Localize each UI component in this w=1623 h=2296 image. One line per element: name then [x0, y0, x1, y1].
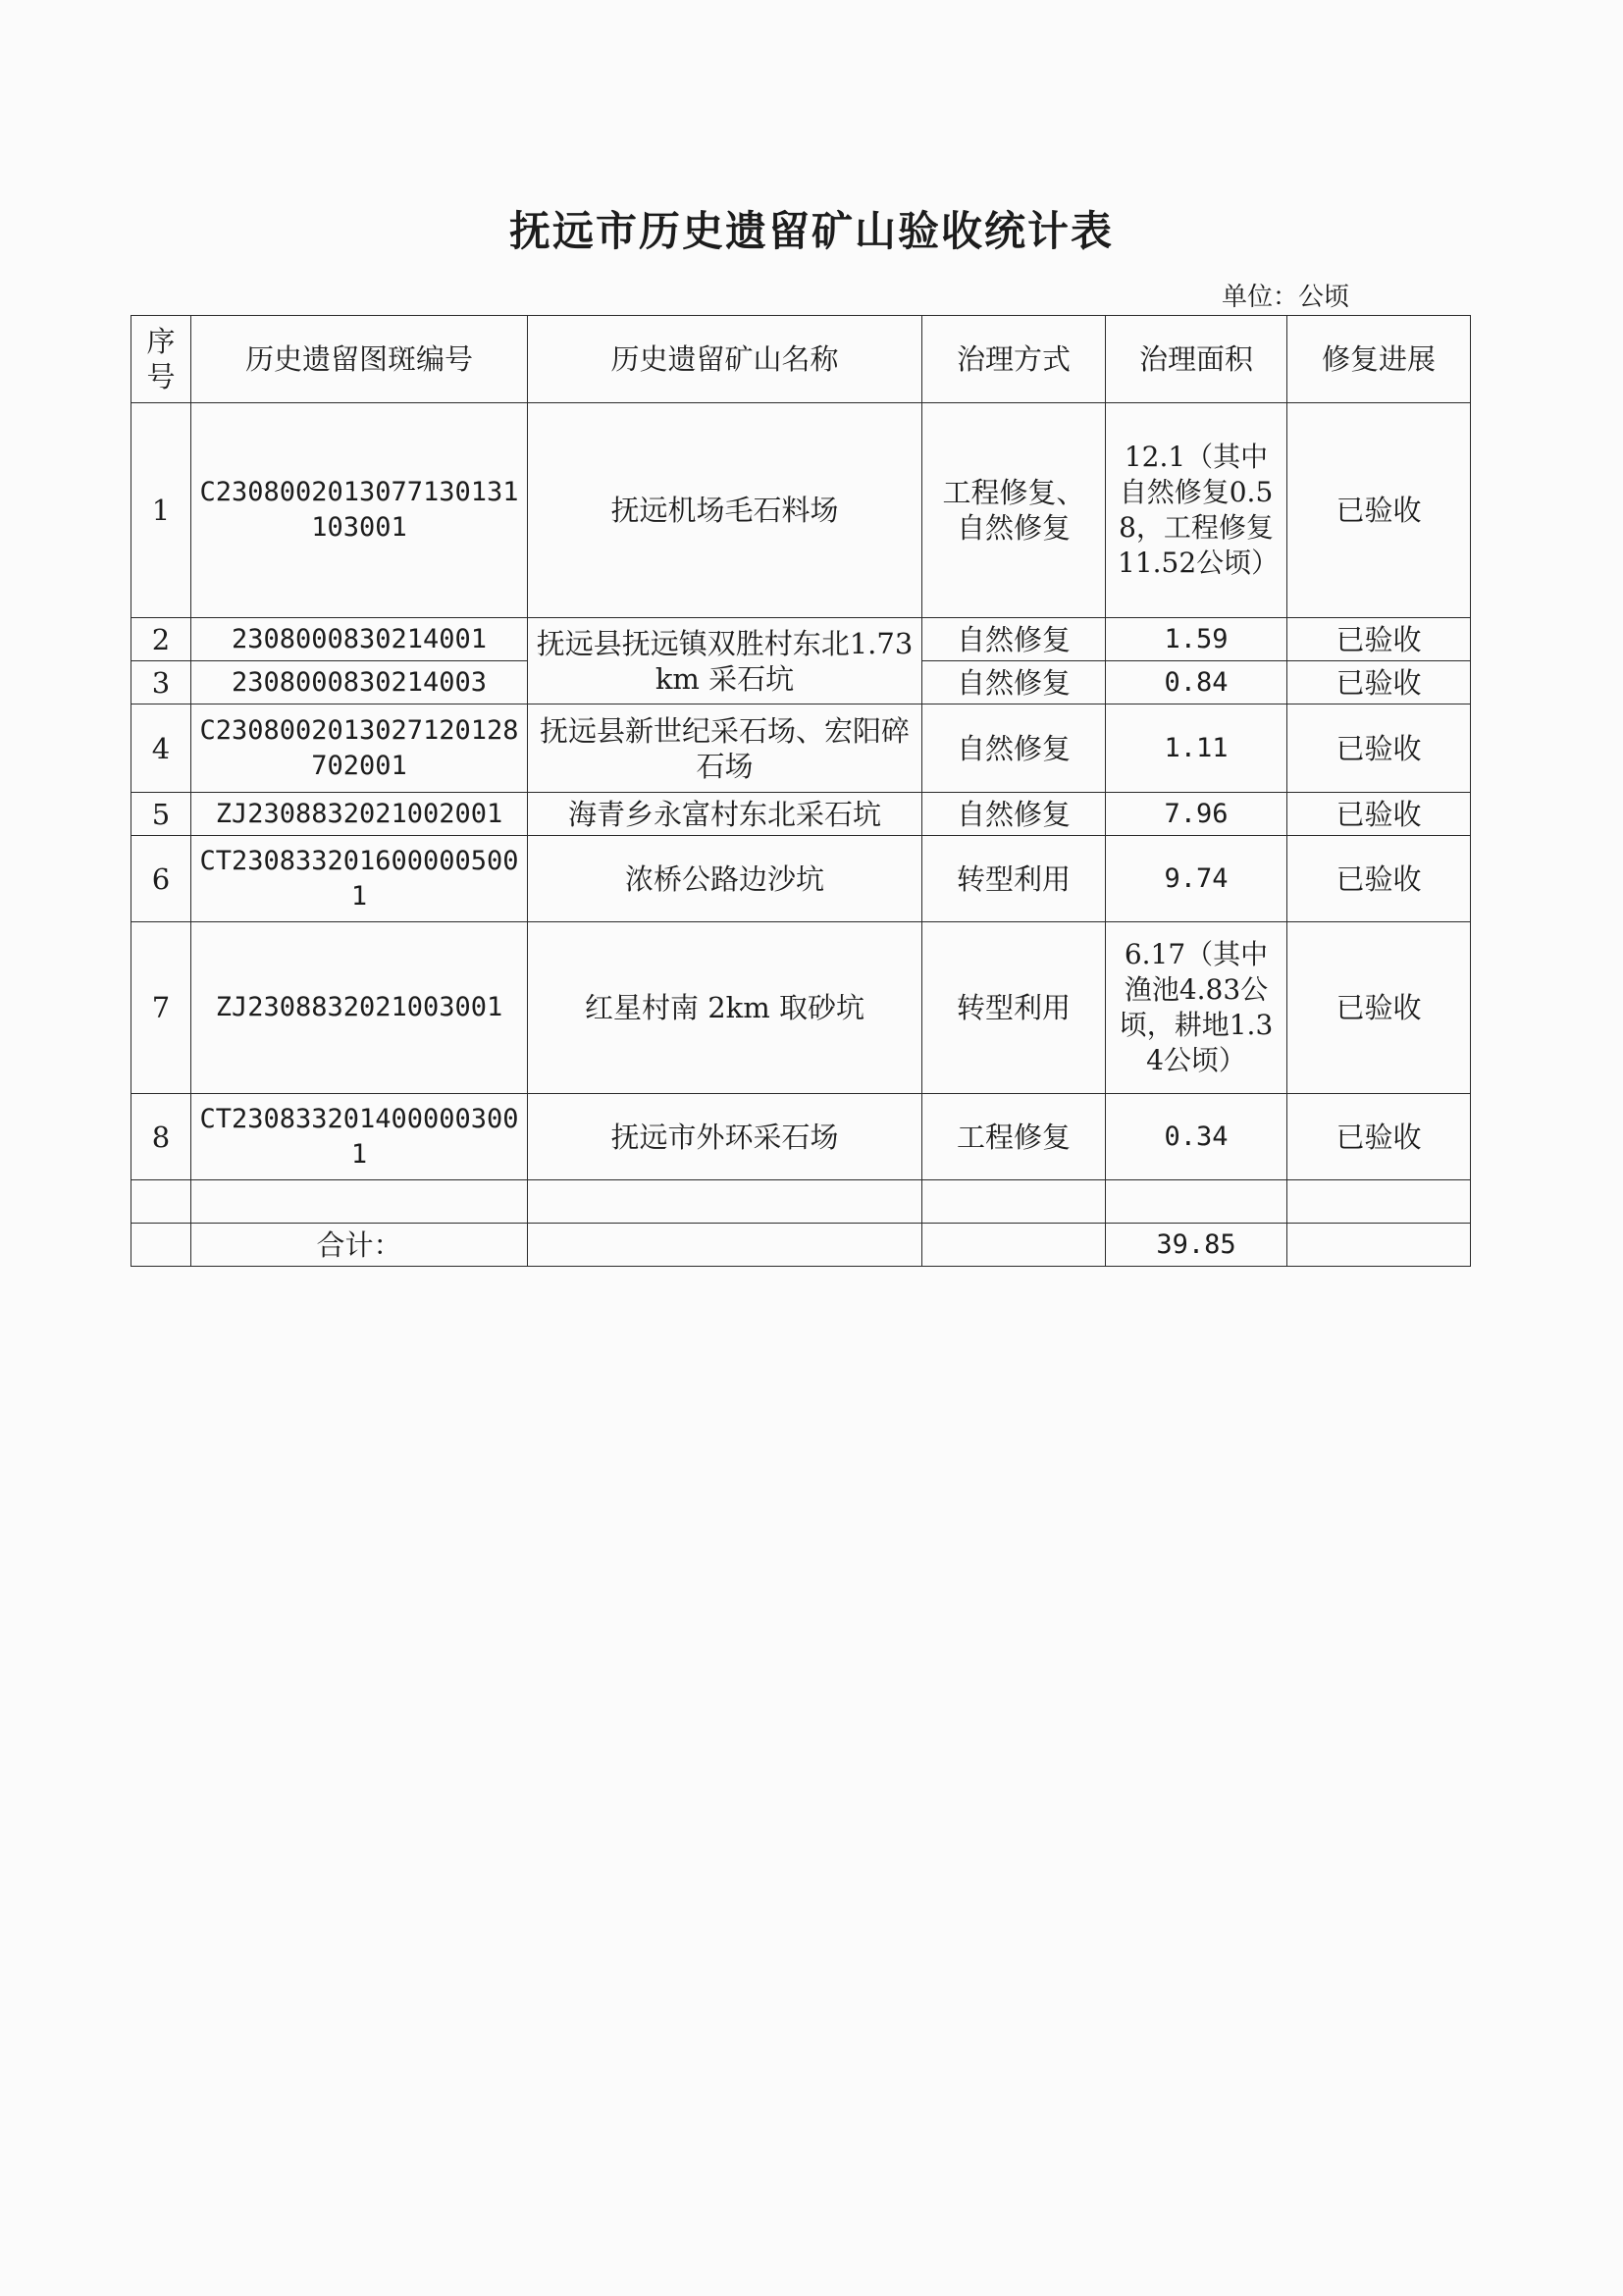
header-no: 序号: [131, 316, 191, 403]
row-no: 4: [131, 704, 191, 793]
row-status: 已验收: [1287, 661, 1471, 704]
table-row: [131, 618, 1471, 661]
row-area: 9.74: [1106, 836, 1287, 922]
total-label: 合计：: [191, 1224, 528, 1267]
row-status: 已验收: [1287, 618, 1471, 661]
header-method: 治理方式: [922, 316, 1106, 403]
unit-note: 单位：公顷: [1222, 283, 1350, 312]
row-area: 1.59: [1106, 618, 1287, 661]
header-name: 历史遗留矿山名称: [528, 316, 922, 403]
table-row: [131, 1094, 1471, 1180]
row-status: 已验收: [1287, 922, 1471, 1094]
statistics-table: [131, 315, 1471, 1267]
row-status: 已验收: [1287, 704, 1471, 793]
row-method: 工程修复、自然修复: [922, 403, 1106, 618]
header-status: 修复进展: [1287, 316, 1471, 403]
header-row: [131, 316, 1471, 403]
row-area: 0.84: [1106, 661, 1287, 704]
row-name: 抚远县新世纪采石场、宏阳碎石场: [528, 704, 922, 793]
row-method: 自然修复: [922, 661, 1106, 704]
row-code: C2308002013077130131103001: [191, 403, 528, 618]
row-no: 3: [131, 661, 191, 704]
row-name: 海青乡永富村东北采石坑: [528, 793, 922, 836]
row-code: CT2308332014000003001: [191, 1094, 528, 1180]
table-row: [131, 836, 1471, 922]
row-name: 红星村南 2km 取砂坑: [528, 922, 922, 1094]
page-title: 抚远市历史遗留矿山验收统计表: [508, 207, 1114, 255]
row-method: 转型利用: [922, 836, 1106, 922]
row-code: 2308000830214003: [191, 661, 528, 704]
row-status: 已验收: [1287, 403, 1471, 618]
row-name: 浓桥公路边沙坑: [528, 836, 922, 922]
row-method: 自然修复: [922, 793, 1106, 836]
row-code: CT2308332016000005001: [191, 836, 528, 922]
row-code: ZJ2308832021002001: [191, 793, 528, 836]
header-area: 治理面积: [1106, 316, 1287, 403]
row-no: 2: [131, 618, 191, 661]
row-method: 自然修复: [922, 618, 1106, 661]
table-row: [131, 704, 1471, 793]
row-name: 抚远机场毛石料场: [528, 403, 922, 618]
table-row: [131, 922, 1471, 1094]
row-area: 1.11: [1106, 704, 1287, 793]
row-status: 已验收: [1287, 793, 1471, 836]
row-no: 8: [131, 1094, 191, 1180]
row-name: 抚远县抚远镇双胜村东北1.73km 采石坑: [528, 618, 922, 704]
row-name: 抚远市外环采石场: [528, 1094, 922, 1180]
total-area: 39.85: [1106, 1224, 1287, 1267]
row-area: 0.34: [1106, 1094, 1287, 1180]
empty-row: [131, 1180, 1471, 1224]
row-no: 6: [131, 836, 191, 922]
row-no: 7: [131, 922, 191, 1094]
row-area: 7.96: [1106, 793, 1287, 836]
row-method: 工程修复: [922, 1094, 1106, 1180]
row-code: ZJ2308832021003001: [191, 922, 528, 1094]
row-area: 6.17（其中渔池4.83公顷，耕地1.34公顷）: [1106, 922, 1287, 1094]
table-row: [131, 793, 1471, 836]
row-area: 12.1（其中自然修复0.58，工程修复11.52公顷）: [1106, 403, 1287, 618]
row-no: 5: [131, 793, 191, 836]
row-status: 已验收: [1287, 1094, 1471, 1180]
row-code: 2308000830214001: [191, 618, 528, 661]
total-row: [131, 1224, 1471, 1267]
header-code: 历史遗留图斑编号: [191, 316, 528, 403]
row-method: 转型利用: [922, 922, 1106, 1094]
row-method: 自然修复: [922, 704, 1106, 793]
row-code: C2308002013027120128702001: [191, 704, 528, 793]
row-status: 已验收: [1287, 836, 1471, 922]
table-row: [131, 403, 1471, 618]
row-no: 1: [131, 403, 191, 618]
